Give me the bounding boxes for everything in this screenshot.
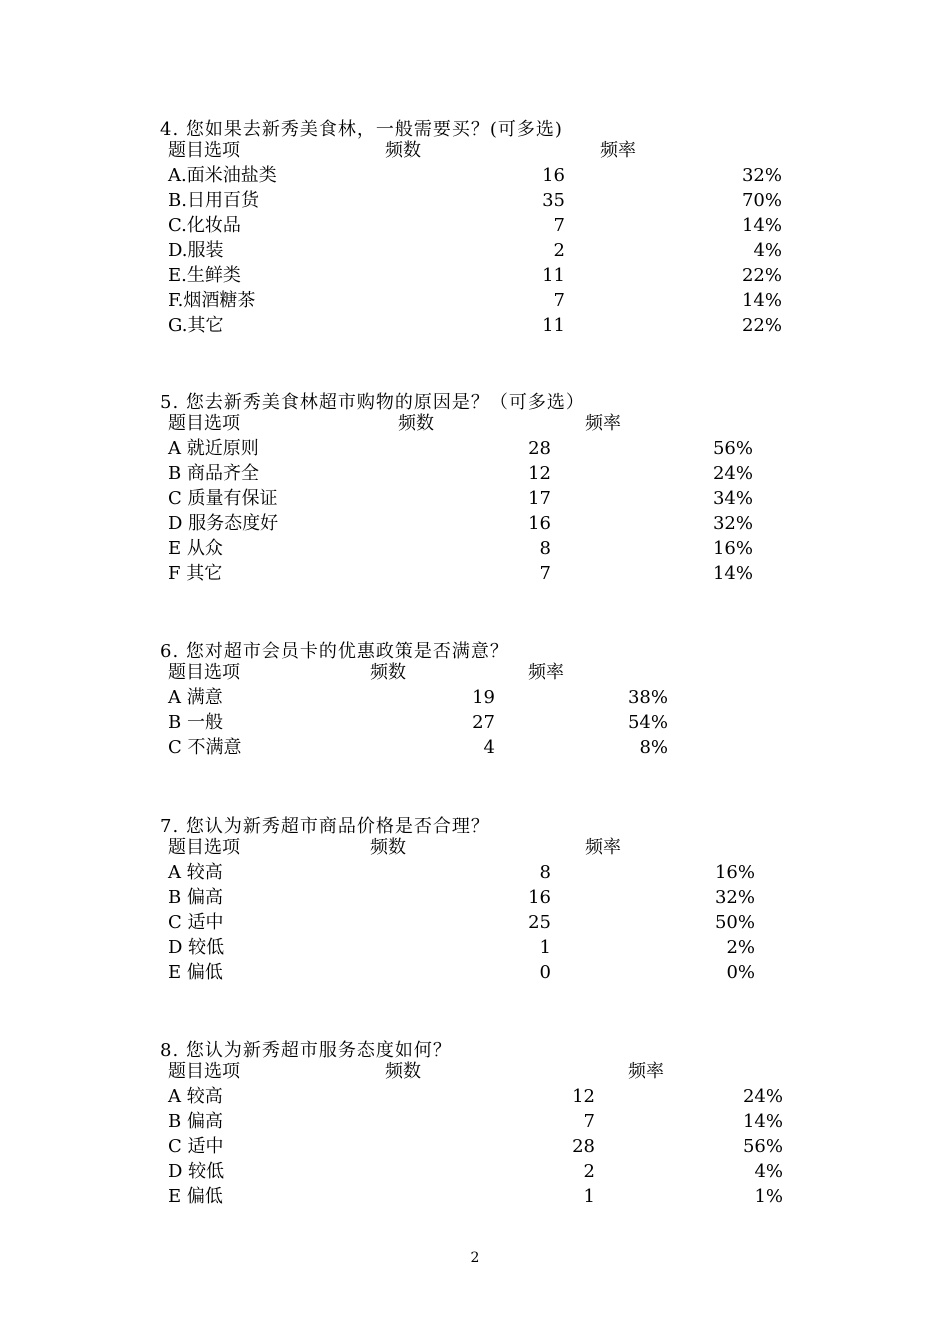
rate-value: 54% <box>627 712 668 733</box>
option-label: A 较高 <box>168 1086 223 1107</box>
count-value: 16 <box>542 165 565 186</box>
header-cell: 频率 <box>585 413 621 434</box>
header-cell: 频数 <box>370 662 406 683</box>
count-value: 12 <box>528 463 551 484</box>
table-row <box>0 1084 950 1109</box>
table-row <box>0 313 950 338</box>
rate-value: 2% <box>726 937 755 958</box>
table-header <box>0 835 950 860</box>
option-label: A 满意 <box>168 687 223 708</box>
rate-value: 8% <box>639 737 668 758</box>
rate-value: 14% <box>741 290 782 311</box>
table-row <box>0 710 950 735</box>
rate-value: 4% <box>754 1161 783 1182</box>
option-label: F 其它 <box>168 563 223 584</box>
table-row <box>0 163 950 188</box>
count-value: 35 <box>542 190 565 211</box>
count-value: 8 <box>539 538 551 559</box>
rate-value: 14% <box>742 1111 783 1132</box>
rate-value: 0% <box>726 962 755 983</box>
option-label: A 较高 <box>168 862 223 883</box>
table-row <box>0 238 950 263</box>
rate-value: 34% <box>712 488 753 509</box>
table-row <box>0 1134 950 1159</box>
count-value: 7 <box>583 1111 595 1132</box>
rate-value: 56% <box>712 438 753 459</box>
header-cell: 题目选项 <box>168 1061 240 1082</box>
table-header <box>0 138 950 163</box>
count-value: 28 <box>528 438 551 459</box>
table-row <box>0 1184 950 1209</box>
table-row <box>0 436 950 461</box>
question-title: 6. 您对超市会员卡的优惠政策是否满意？ <box>160 641 509 662</box>
count-value: 25 <box>528 912 551 933</box>
table-row <box>0 461 950 486</box>
rate-value: 24% <box>712 463 753 484</box>
count-value: 17 <box>528 488 551 509</box>
table-row <box>0 536 950 561</box>
question-title: 5. 您去新秀美食林超市购物的原因是？（可多选） <box>160 392 585 413</box>
count-value: 7 <box>539 563 551 584</box>
option-label: D 较低 <box>168 937 225 958</box>
header-cell: 频率 <box>600 140 636 161</box>
option-label: C 质量有保证 <box>168 488 278 509</box>
option-label: B 偏高 <box>168 887 223 908</box>
count-value: 2 <box>553 240 565 261</box>
table-row <box>0 1109 950 1134</box>
option-label: A.面米油盐类 <box>168 165 277 186</box>
table-row <box>0 263 950 288</box>
table-header <box>0 411 950 436</box>
rate-value: 70% <box>741 190 782 211</box>
count-value: 28 <box>572 1136 595 1157</box>
header-cell: 频数 <box>385 140 421 161</box>
table-row <box>0 910 950 935</box>
option-label: F.烟酒糖茶 <box>168 290 256 311</box>
option-label: B.日用百货 <box>168 190 259 211</box>
option-label: E 从众 <box>168 538 223 559</box>
option-label: C 适中 <box>168 1136 224 1157</box>
header-cell: 频数 <box>398 413 434 434</box>
header-cell: 频数 <box>370 837 406 858</box>
table-row <box>0 561 950 586</box>
count-value: 27 <box>472 712 495 733</box>
question-title: 4. 您如果去新秀美食林，一般需要买？(可多选) <box>160 119 563 140</box>
table-row <box>0 685 950 710</box>
count-value: 12 <box>572 1086 595 1107</box>
header-cell: 题目选项 <box>168 413 240 434</box>
option-label: E 偏低 <box>168 962 223 983</box>
rate-value: 32% <box>712 513 753 534</box>
option-label: B 一般 <box>168 712 223 733</box>
question-title: 7. 您认为新秀超市商品价格是否合理？ <box>160 816 490 837</box>
rate-value: 16% <box>712 538 753 559</box>
rate-value: 22% <box>741 265 782 286</box>
rate-value: 16% <box>714 862 755 883</box>
option-label: D 服务态度好 <box>168 513 279 534</box>
option-label: G.其它 <box>168 315 224 336</box>
count-value: 19 <box>472 687 495 708</box>
option-label: B 偏高 <box>168 1111 223 1132</box>
rate-value: 14% <box>712 563 753 584</box>
header-cell: 频率 <box>585 837 621 858</box>
table-row <box>0 288 950 313</box>
header-cell: 题目选项 <box>168 140 240 161</box>
header-cell: 题目选项 <box>168 837 240 858</box>
rate-value: 38% <box>627 687 668 708</box>
count-value: 1 <box>539 937 551 958</box>
header-cell: 频率 <box>528 662 564 683</box>
table-row <box>0 1159 950 1184</box>
rate-value: 14% <box>741 215 782 236</box>
count-value: 1 <box>583 1186 595 1207</box>
count-value: 4 <box>483 737 495 758</box>
option-label: A 就近原则 <box>168 438 259 459</box>
option-label: D 较低 <box>168 1161 225 1182</box>
option-label: C 适中 <box>168 912 224 933</box>
table-header <box>0 660 950 685</box>
table-row <box>0 511 950 536</box>
count-value: 11 <box>542 315 565 336</box>
count-value: 7 <box>553 215 565 236</box>
rate-value: 32% <box>714 887 755 908</box>
option-label: D.服装 <box>168 240 224 261</box>
table-row <box>0 885 950 910</box>
rate-value: 24% <box>742 1086 783 1107</box>
table-row <box>0 960 950 985</box>
rate-value: 32% <box>741 165 782 186</box>
header-cell: 频率 <box>628 1061 664 1082</box>
table-row <box>0 486 950 511</box>
count-value: 2 <box>583 1161 595 1182</box>
rate-value: 50% <box>714 912 755 933</box>
rate-value: 1% <box>754 1186 783 1207</box>
table-row <box>0 213 950 238</box>
count-value: 11 <box>542 265 565 286</box>
question-title: 8. 您认为新秀超市服务态度如何？ <box>160 1040 452 1061</box>
option-label: E 偏低 <box>168 1186 223 1207</box>
count-value: 16 <box>528 887 551 908</box>
option-label: C 不满意 <box>168 737 242 758</box>
rate-value: 4% <box>753 240 782 261</box>
rate-value: 56% <box>742 1136 783 1157</box>
count-value: 8 <box>539 862 551 883</box>
header-cell: 题目选项 <box>168 662 240 683</box>
option-label: C.化妆品 <box>168 215 241 236</box>
table-row <box>0 735 950 760</box>
table-row <box>0 188 950 213</box>
header-cell: 频数 <box>385 1061 421 1082</box>
table-row <box>0 860 950 885</box>
count-value: 16 <box>528 513 551 534</box>
page-number: 2 <box>470 1250 480 1266</box>
rate-value: 22% <box>741 315 782 336</box>
table-row <box>0 935 950 960</box>
option-label: B 商品齐全 <box>168 463 259 484</box>
option-label: E.生鲜类 <box>168 265 241 286</box>
count-value: 0 <box>539 962 551 983</box>
count-value: 7 <box>553 290 565 311</box>
table-header <box>0 1059 950 1084</box>
